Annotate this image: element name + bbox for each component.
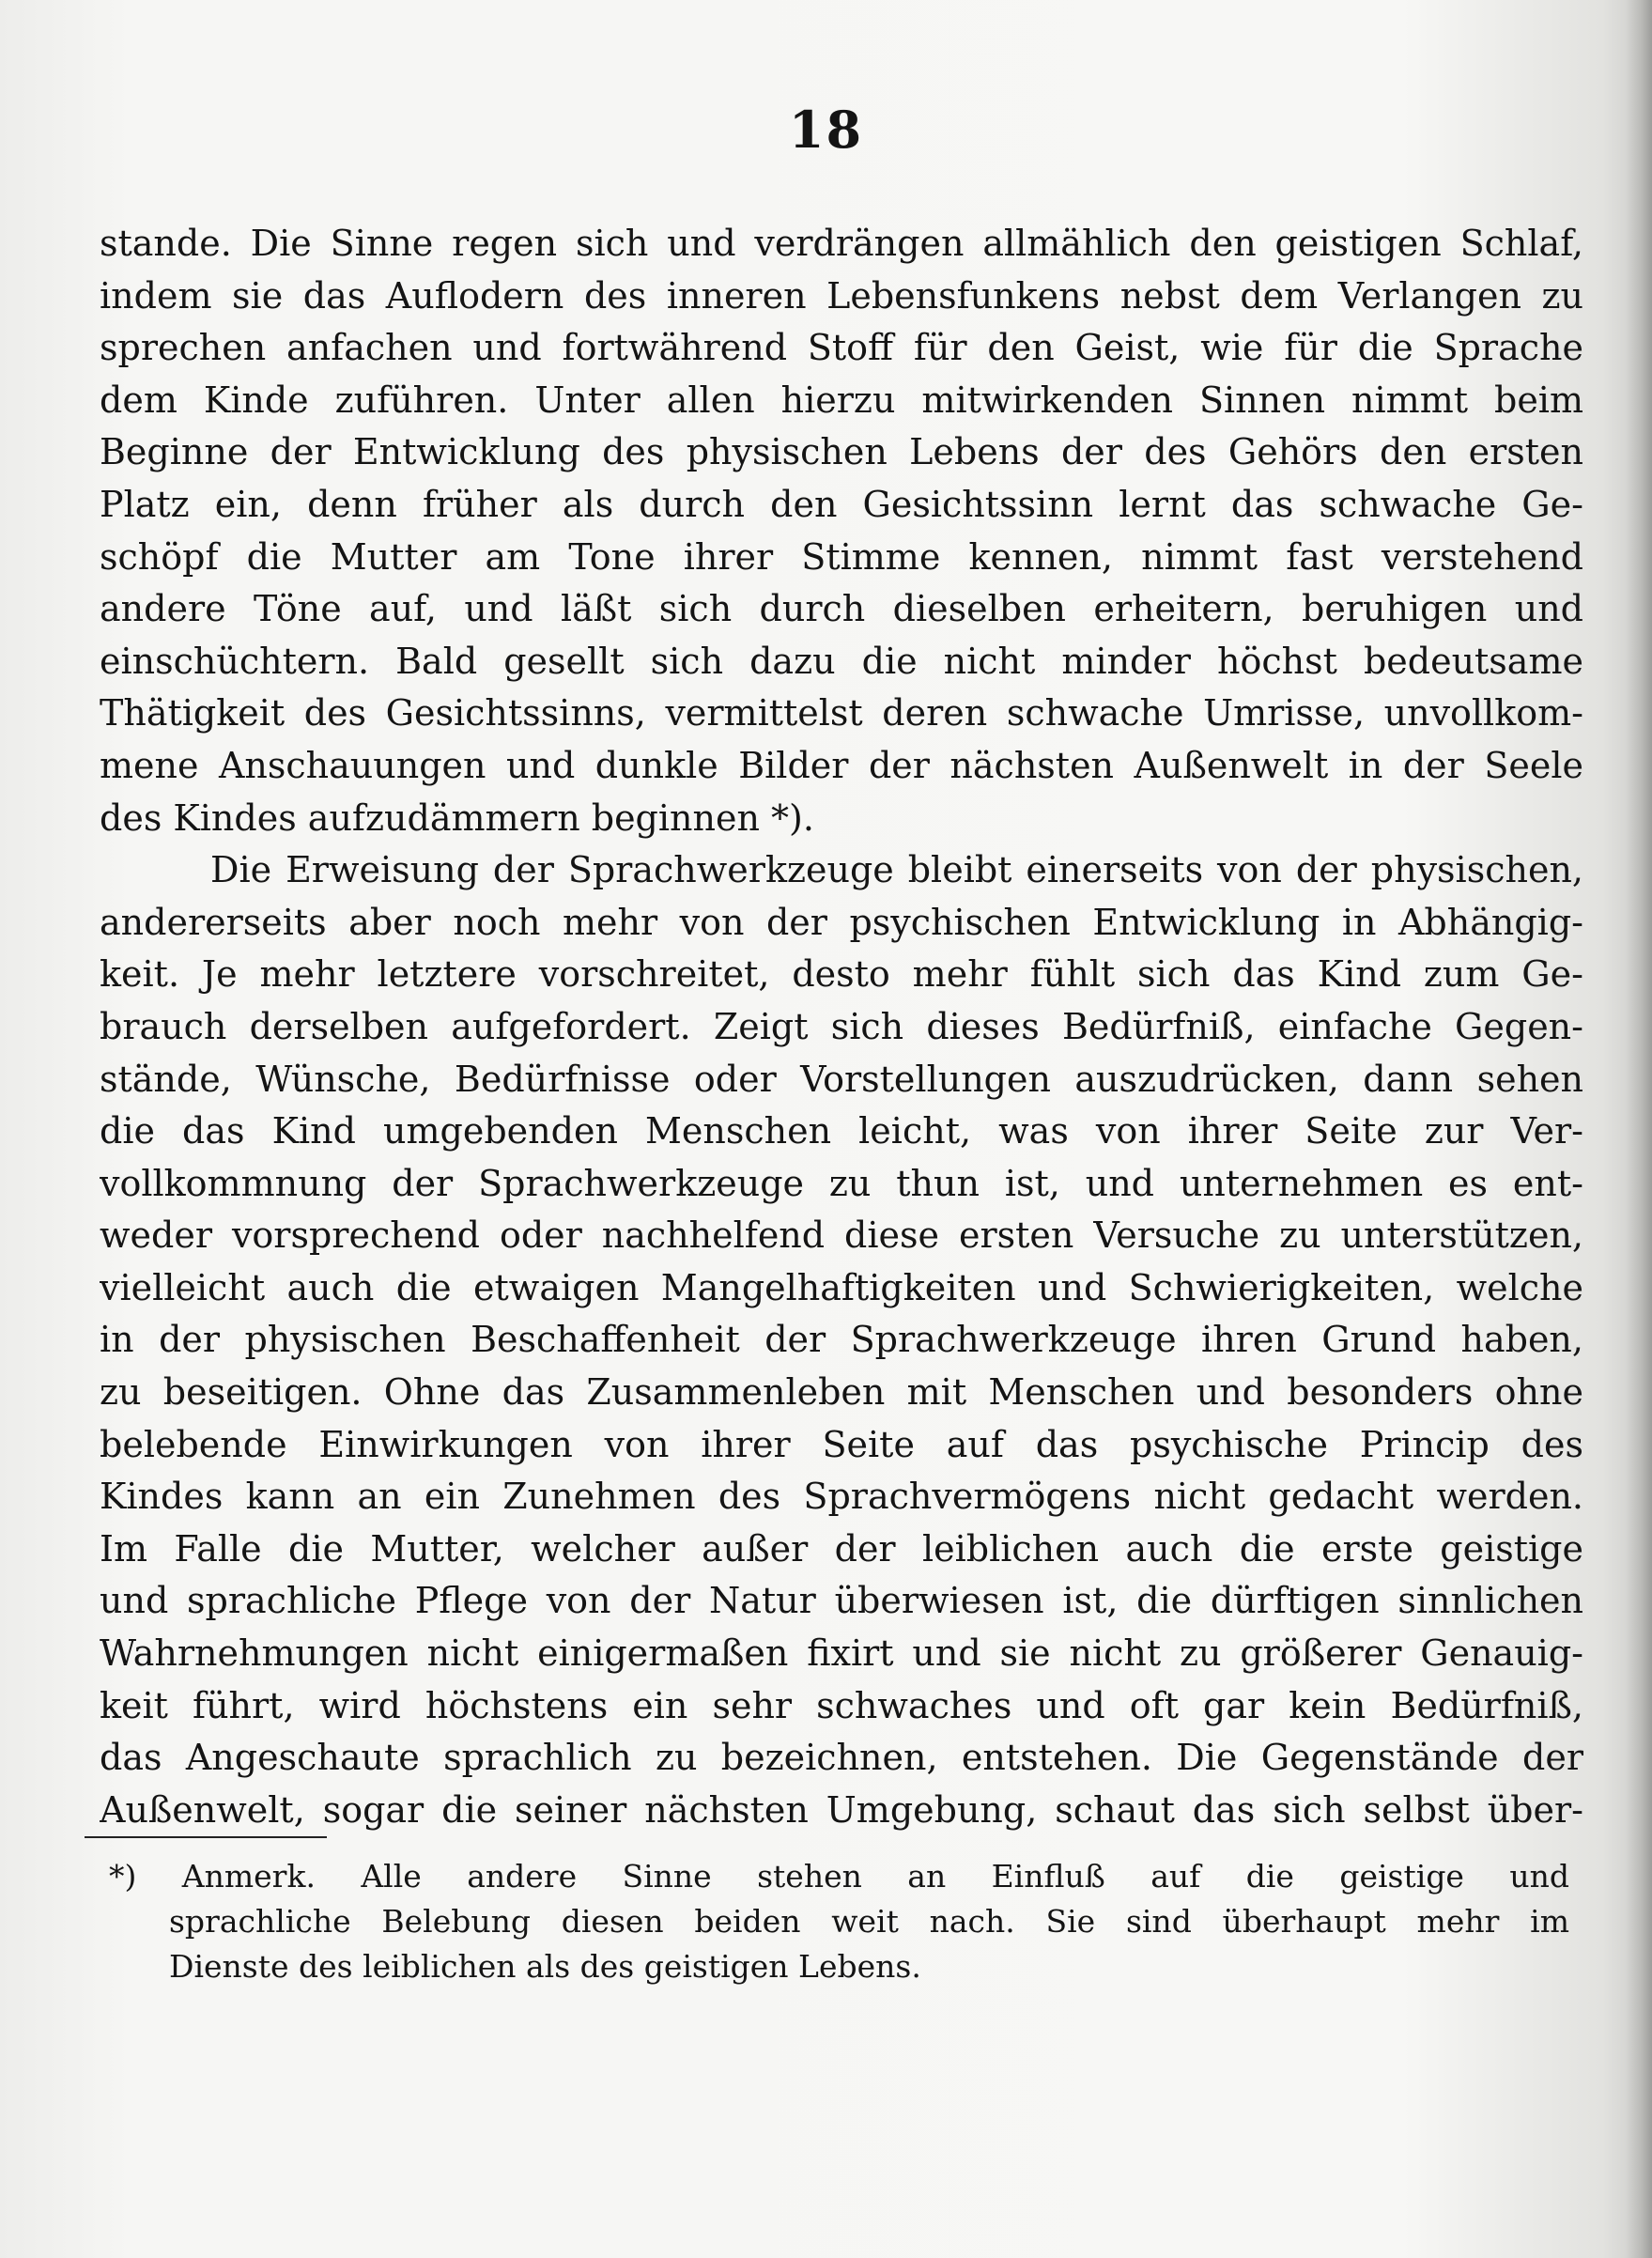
text-line: in der physischen Beschaffenheit der Sprachwerkzeuge ihren Grund haben, [100,1319,1583,1361]
text-line: zu beseitigen. Ohne das Zusammenleben mit Menschen und besonders ohne [100,1371,1583,1414]
footnote-divider [85,1836,327,1838]
text-line: einschüchtern. Bald gesellt sich dazu die nicht minder höchst bedeutsame [100,640,1583,682]
footnote-line: *) Anmerk. Alle andere Sinne stehen an Einfluß auf die geistige und [109,1858,1569,1895]
body-text [100,218,1583,1836]
text-line: und sprachliche Pflege von der Natur überwiesen ist, die dürftigen sinnlichen [100,1580,1583,1622]
paragraph-2 [100,844,1583,1836]
text-line: vielleicht auch die etwaigen Mangelhaftigkeiten und Schwierigkeiten, welche [100,1266,1583,1308]
text-line: Thätigkeit des Gesichtssinns, vermittelst deren schwache Umrisse, unvollkom- [100,692,1583,735]
text-line: Die Erweisung der Sprachwerkzeuge bleibt einerseits von der physischen, [210,849,1583,891]
text-line: keit führt, wird höchstens ein sehr schwaches und oft gar kein Bedürfniß, [100,1684,1583,1726]
text-line: andererseits aber noch mehr von der psychischen Entwicklung in Abhängig- [100,901,1583,943]
text-line: das Angeschaute sprachlich zu bezeichnen, entstehen. Die Gegenstände der [100,1737,1583,1779]
text-line: Kindes kann an ein Zunehmen des Sprachvermögens nicht gedacht werden. [100,1476,1583,1518]
page-number: 18 [788,100,864,160]
text-line: stande. Die Sinne regen sich und verdrängen allmählich den geistigen Schlaf, [100,223,1583,264]
text-line: schöpf die Mutter am Tone ihrer Stimme kennen, nimmt fast verstehend [100,535,1583,578]
text-line: andere Töne auf, und läßt sich durch dieselben erheitern, beruhigen und [100,588,1583,630]
text-line: weder vorsprechend oder nachhelfend diese ersten Versuche zu unterstützen, [100,1214,1583,1257]
paragraph-1 [100,218,1583,844]
text-line: keit. Je mehr letztere vorschreitet, desto mehr fühlt sich das Kind zum Ge- [100,953,1583,996]
text-line: mene Anschauungen und dunkle Bilder der nächsten Außenwelt in der Seele [100,744,1583,786]
footnote [109,1854,1569,1989]
text-line: des Kindes aufzudämmern beginnen *). [100,796,814,839]
text-line: dem Kinde zuführen. Unter allen hierzu mitwirkenden Sinnen nimmt beim [100,379,1583,421]
text-line: Im Falle die Mutter, welcher außer der leiblichen auch die erste geistige [100,1527,1583,1570]
spine-shadow [1626,0,1652,2258]
text-line: brauch derselben aufgefordert. Zeigt sich dieses Bedürfniß, einfache Gegen- [100,1005,1583,1047]
text-line: die das Kind umgebenden Menschen leicht, was von ihrer Seite zur Ver- [100,1110,1583,1152]
text-line: Platz ein, denn früher als durch den Gesichtssinn lernt das schwache Ge- [100,483,1583,525]
text-line: vollkommnung der Sprachwerkzeuge zu thun ist, und unternehmen es ent- [100,1162,1583,1204]
text-line: indem sie das Auflodern des inneren Lebensfunkens nebst dem Verlangen zu [100,274,1583,317]
text-line: Außenwelt, sogar die seiner nächsten Umgebung, schaut das sich selbst über- [100,1788,1583,1831]
text-line: sprechen anfachen und fortwährend Stoff für den Geist, wie für die Sprache [100,327,1583,369]
text-line: Wahrnehmungen nicht einigermaßen fixirt und sie nicht zu größerer Genauig- [100,1632,1583,1675]
footnote-line: Dienste des leiblichen als des geistigen Lebens. [169,1948,921,1985]
text-line: Beginne der Entwicklung des physischen Lebens der des Gehörs den ersten [100,431,1583,473]
footnote-line: sprachliche Belebung diesen beiden weit nach. Sie sind überhaupt mehr im [169,1903,1569,1940]
text-line: stände, Wünsche, Bedürfnisse oder Vorstellungen auszudrücken, dann sehen [100,1058,1583,1100]
text-line: belebende Einwirkungen von ihrer Seite auf das psychische Princip des [100,1423,1583,1465]
